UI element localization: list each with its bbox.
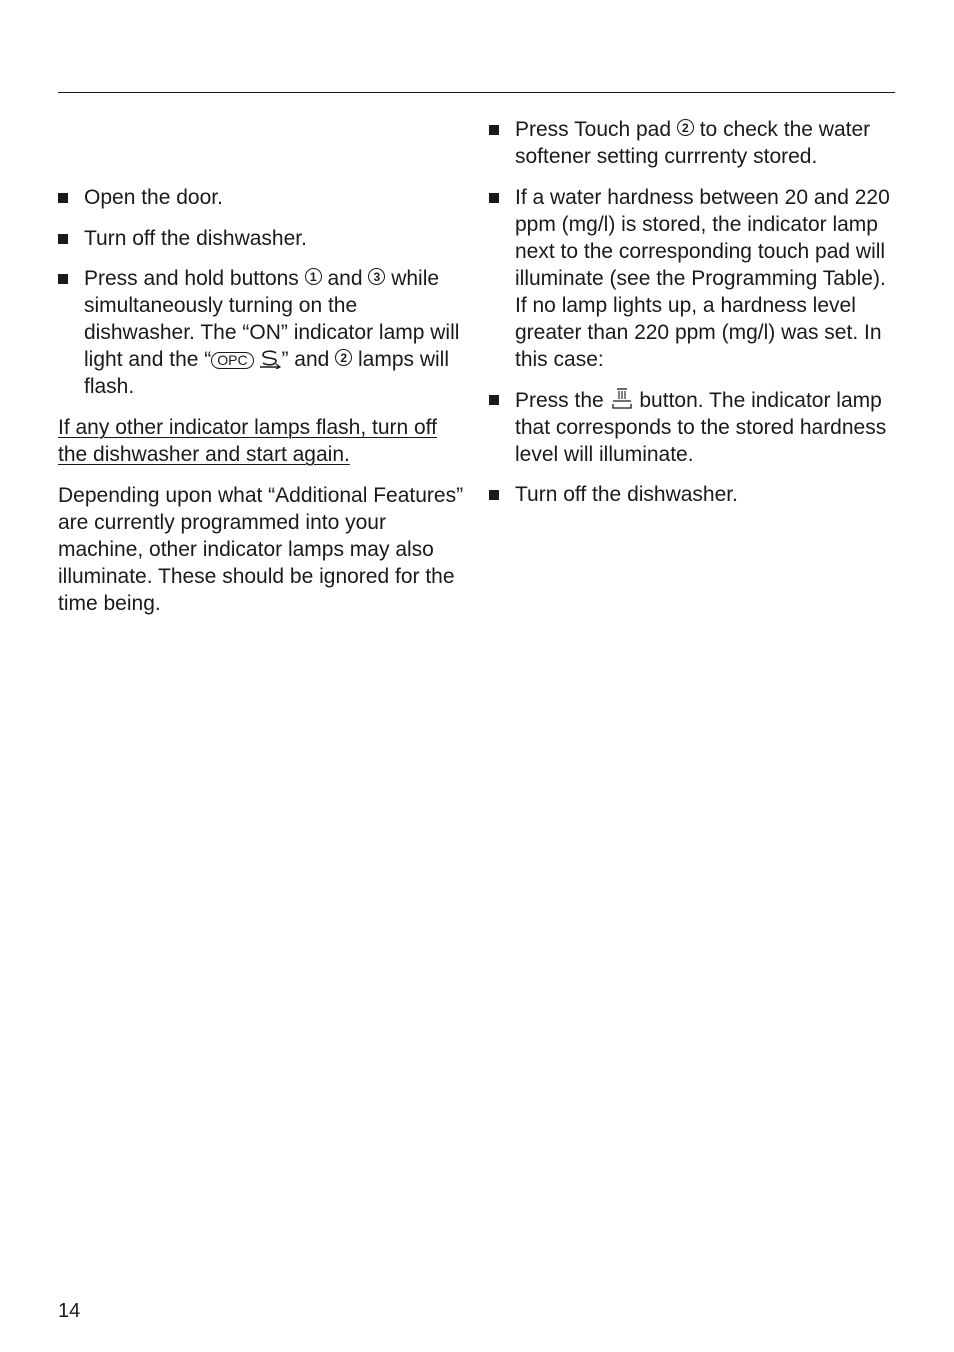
bullet-square-icon bbox=[489, 125, 499, 135]
warning-note: If any other indicator lamps flash, turn off the dishwasher and start again. bbox=[58, 416, 437, 466]
list-item: If a water hardness between 20 and 220 ppm (mg/l) is stored, the indicator lamp next to the corresponding touch pad will illuminate (see the Programming Table). If no lamp lights up, a hardness level greater than 220 ppm (mg/l) was set. In this case: bbox=[489, 184, 899, 373]
bullet-square-icon bbox=[58, 193, 68, 203]
list-item-text: Press Touch pad 2 to check the water softener setting currrenty stored. bbox=[515, 118, 871, 168]
list-item bbox=[489, 116, 899, 170]
list-item bbox=[489, 386, 899, 468]
bullet-square-icon bbox=[489, 193, 499, 203]
body-paragraph: Depending upon what “Additional Features” are currently programmed into your machine, other indicator lamps may also illuminate. These should be ignored for the time being. bbox=[58, 484, 464, 615]
button-number-icon: 2 bbox=[335, 349, 352, 366]
list-item-text: Press the button. The indicator lamp that corresponds to the stored hardness level will illuminate. bbox=[515, 386, 899, 468]
bullet-square-icon bbox=[58, 274, 68, 284]
opc-symbol-icon: OPC bbox=[211, 352, 253, 369]
list-item: Open the door. bbox=[58, 184, 466, 211]
list-item bbox=[58, 265, 466, 400]
bullet-square-icon bbox=[489, 490, 499, 500]
list-item: Turn off the dishwasher. bbox=[489, 481, 899, 508]
list-item-text: Press and hold buttons 1 and 3 while simultaneously turning on the dishwasher. The “ON” indicator lamp will light and the “ OPC ” and 2 lamps will flash. bbox=[84, 267, 460, 398]
water-hardness-icon bbox=[610, 386, 634, 410]
bullet-square-icon bbox=[58, 234, 68, 244]
page-number: 14 bbox=[58, 1300, 81, 1322]
list-item: Turn off the dishwasher. bbox=[58, 225, 466, 252]
button-number-icon: 2 bbox=[677, 119, 694, 136]
button-number-icon: 1 bbox=[305, 268, 322, 285]
bullet-square-icon bbox=[489, 395, 499, 405]
salt-refill-icon bbox=[259, 349, 281, 369]
button-number-icon: 3 bbox=[368, 268, 385, 285]
top-rule bbox=[58, 92, 895, 93]
